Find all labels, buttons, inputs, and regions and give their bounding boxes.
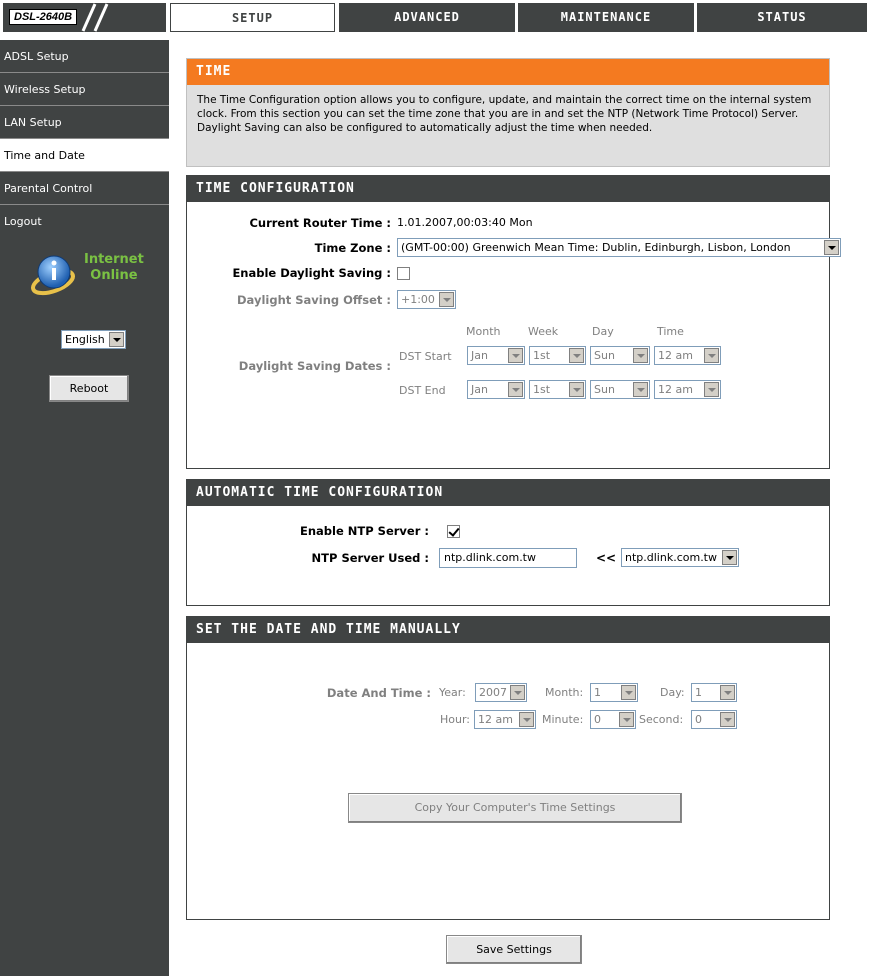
chevron-down-icon (569, 348, 584, 363)
chevron-down-icon (508, 348, 523, 363)
dst-dates-label: Daylight Saving Dates : (238, 359, 391, 373)
reboot-button[interactable]: Reboot (49, 375, 129, 402)
chevron-down-icon (569, 382, 584, 397)
second-value: 0 (695, 713, 702, 726)
router-time-value: 1.01.2007,00:03:40 Mon (397, 216, 533, 229)
sidebar-item-wireless-setup[interactable]: Wireless Setup (0, 73, 169, 106)
chevron-down-icon (720, 685, 735, 700)
second-select[interactable] (691, 710, 737, 729)
status-label (84, 252, 144, 284)
dst-start-month-select[interactable] (467, 346, 525, 365)
language-select[interactable] (61, 330, 126, 349)
dst-offset-value: +1:00 (401, 293, 435, 306)
dst-start-week-select[interactable] (529, 346, 586, 365)
sidebar-item-time-and-date[interactable]: Time and Date (0, 139, 169, 172)
time-description: The Time Configuration option allows you to configure, update, and maintain the correct time on the internal system clock. From this section you can set the time zone that you are in and set the NTP (Network Time Protocol) Server. Daylight Saving can also be configured to automatically adjust the time when needed. (197, 94, 812, 134)
minute-value: 0 (594, 713, 601, 726)
month-value: 1 (594, 686, 601, 699)
chevron-down-icon (621, 685, 636, 700)
copy-arrows: << (596, 551, 617, 565)
time-zone-label: Time Zone : (314, 241, 391, 255)
section-title-time: TIME (187, 59, 829, 85)
status-line-internet: Internet (84, 252, 144, 267)
sidebar-item-parental-control[interactable]: Parental Control (0, 172, 169, 205)
hour-value: 12 am (478, 713, 513, 726)
dst-end-time-value: 12 am (658, 383, 693, 396)
dst-end-label: DST End (399, 384, 446, 397)
chevron-down-icon (519, 712, 534, 727)
chevron-down-icon (508, 382, 523, 397)
dst-end-week-value: 1st (533, 383, 551, 396)
sidebar-item-logout[interactable]: Logout (4, 215, 42, 228)
time-intro-section (186, 58, 830, 167)
ntp-server-input[interactable]: ntp.dlink.com.tw (439, 548, 577, 568)
year-label: Year: (439, 686, 466, 699)
date-time-label: Date And Time : (326, 686, 431, 700)
router-time-label: Current Router Time : (249, 216, 391, 230)
section-title-manual-time: SET THE DATE AND TIME MANUALLY (187, 617, 829, 643)
column-week: Week (528, 325, 559, 338)
ntp-server-select[interactable] (621, 548, 739, 567)
chevron-down-icon (633, 382, 648, 397)
day-label: Day: (660, 686, 685, 699)
chevron-down-icon (510, 685, 525, 700)
ntp-server-select-value: ntp.dlink.com.tw (625, 551, 717, 564)
year-select[interactable] (475, 683, 527, 702)
section-title-automatic-time: AUTOMATIC TIME CONFIGURATION (187, 480, 829, 506)
dst-start-time-select[interactable] (654, 346, 721, 365)
save-settings-button[interactable]: Save Settings (446, 935, 582, 964)
brand-logo (3, 3, 166, 32)
minute-select[interactable] (590, 710, 636, 729)
hour-label: Hour: (440, 713, 471, 726)
dst-start-time-value: 12 am (658, 349, 693, 362)
chevron-down-icon (720, 712, 735, 727)
ntp-server-used-label: NTP Server Used : (311, 551, 429, 565)
top-navigation (0, 0, 870, 36)
tab-maintenance[interactable]: MAINTENANCE (518, 3, 694, 32)
main-content (186, 58, 830, 928)
column-month: Month (466, 325, 501, 338)
sidebar-item-adsl-setup[interactable]: ADSL Setup (0, 40, 169, 73)
chevron-down-icon (619, 712, 634, 727)
time-zone-select[interactable] (397, 238, 841, 257)
column-day: Day (592, 325, 614, 338)
sidebar (0, 40, 169, 976)
month-label: Month: (545, 686, 584, 699)
chevron-down-icon (704, 348, 719, 363)
dst-end-month-value: Jan (471, 383, 488, 396)
dst-end-week-select[interactable] (529, 380, 586, 399)
dst-end-time-select[interactable] (654, 380, 721, 399)
chevron-down-icon (704, 382, 719, 397)
column-time: Time (657, 325, 684, 338)
dst-end-month-select[interactable] (467, 380, 525, 399)
dst-offset-label: Daylight Saving Offset : (237, 293, 391, 307)
tab-advanced[interactable]: ADVANCED (339, 3, 515, 32)
dst-start-month-value: Jan (471, 349, 488, 362)
chevron-down-icon (439, 292, 454, 307)
second-label: Second: (639, 713, 684, 726)
chevron-down-icon (633, 348, 648, 363)
ntp-enable-label: Enable NTP Server : (299, 524, 429, 538)
chevron-down-icon (109, 332, 124, 347)
hour-select[interactable] (474, 710, 536, 729)
ntp-enable-checkbox[interactable] (447, 525, 460, 538)
year-value: 2007 (479, 686, 507, 699)
chevron-down-icon (824, 240, 839, 255)
day-select[interactable] (691, 683, 737, 702)
manual-time-section (186, 616, 830, 920)
connection-status (0, 238, 169, 398)
internet-status-icon (30, 252, 76, 298)
dst-end-day-value: Sun (594, 383, 615, 396)
tab-setup[interactable]: SETUP (170, 3, 335, 32)
dst-start-day-value: Sun (594, 349, 615, 362)
month-select[interactable] (590, 683, 638, 702)
dst-start-week-value: 1st (533, 349, 551, 362)
automatic-time-section (186, 479, 830, 606)
slash-decoration-icon (75, 3, 155, 32)
time-configuration-section (186, 175, 830, 469)
dst-start-day-select[interactable] (590, 346, 650, 365)
tab-status[interactable]: STATUS (697, 3, 867, 32)
dst-enable-label: Enable Daylight Saving : (232, 266, 391, 280)
status-line-online: Online (90, 268, 138, 283)
dst-offset-select[interactable] (397, 290, 456, 309)
minute-label: Minute: (542, 713, 584, 726)
language-value: English (65, 333, 105, 346)
dst-enable-checkbox[interactable] (397, 267, 410, 280)
model-name: DSL-2640B (9, 9, 77, 25)
sidebar-item-lan-setup[interactable]: LAN Setup (0, 106, 169, 139)
day-value: 1 (695, 686, 702, 699)
dst-end-day-select[interactable] (590, 380, 650, 399)
copy-computer-time-button[interactable]: Copy Your Computer's Time Settings (348, 793, 682, 823)
dst-start-label: DST Start (399, 350, 452, 363)
chevron-down-icon (722, 550, 737, 565)
section-title-time-configuration: TIME CONFIGURATION (187, 176, 829, 202)
time-zone-value: (GMT-00:00) Greenwich Mean Time: Dublin, Edinburgh, Lisbon, London (401, 241, 791, 254)
